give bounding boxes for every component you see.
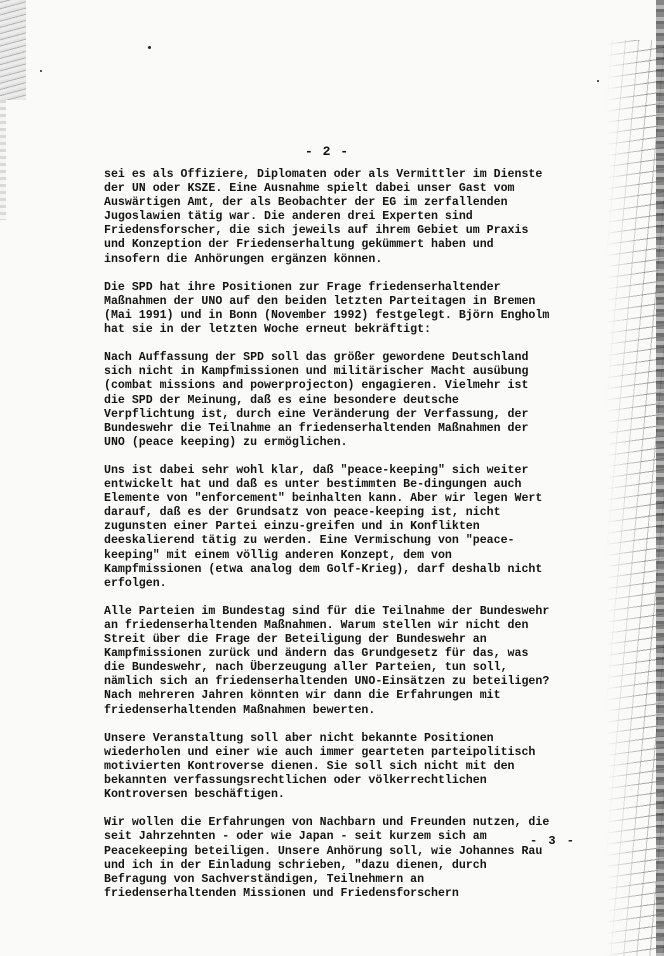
text-line: der UN oder KSZE. Eine Ausnahme spielt dabei unser Gast vom [104,182,515,196]
text-line: Uns ist dabei sehr wohl klar, daß "peace-keeping" sich weiter [104,463,529,477]
text-line: Verpflichtung ist, durch eine Veränderung der Verfassung, der [104,407,529,421]
text-line: motivierten Kontroverse dienen. Sie soll sich nicht mit den [104,759,515,773]
text-line: insofern die Anhörungen ergänzen können. [104,252,383,266]
text-line: sei es als Offiziere, Diplomaten oder als Vermittler im Dienste [104,168,543,181]
text-line: hat sie in der letzten Woche erneut bekräftigt: [104,323,431,337]
text-line: entwickelt hat und daß es unter bestimmten Be-dingungen auch [104,478,522,492]
paragraph [104,351,574,450]
paragraph [104,816,577,901]
text-line: Streit über die Frage der Beteiligung der Bundeswehr an [104,633,487,647]
text-line: Nach mehreren Jahren könnten wir dann die Erfahrungen mit [104,689,501,703]
paragraph [104,605,574,718]
text-line: seit Jahrzehnten - oder wie Japan - seit kurzem sich am [104,830,487,844]
text-line: UNO (peace keeping) zu ermöglichen. [104,435,348,449]
text-line: Nach Auffassung der SPD soll das größer gewordene Deutschland [104,351,529,365]
text-line: die SPD der Meinung, daß es eine besondere deutsche [104,393,459,407]
text-line: bekannten verfassungsrechtlichen oder völkerrechtlichen [104,774,487,788]
text-line: deeskalierend tätig zu werden. Eine Vermischung von "peace- [104,534,515,548]
paragraph [104,168,574,267]
scan-speck [40,70,42,72]
scan-speck [597,80,599,82]
text-line: nämlich sich an friedenserhaltenden UNO-Einsätzen zu beteiligen? [104,675,550,689]
text-line: erfolgen. [104,576,167,590]
paragraph [104,281,574,337]
text-line: friedenserhaltenden Missionen und Friedensforschern [104,886,459,900]
text-line: darauf, daß es der Grundsatz von peace-keeping ist, nicht [104,506,501,520]
next-page-marker: - 3 - [530,834,577,848]
text-line: keeping" mit einem völlig anderen Konzept, dem von [104,548,452,562]
text-line: sich nicht in Kampfmissionen und militärischer Macht ausübung [104,365,529,379]
text-line: (Mai 1991) und in Bonn (November 1992) festgelegt. Björn Engholm [104,308,550,322]
text-line: Maßnahmen der UNO auf den beiden letzten Parteitagen in Bremen [104,294,536,308]
text-line: und ich in der Einladung schrieben, "dazu dienen, durch [104,858,487,872]
text-line: an friedenserhaltenden Maßnahmen. Warum stellen wir nicht den [104,619,529,632]
text-line: friedenserhaltenden Maßnahmen bewerten. [104,703,376,717]
scan-edge-left [0,0,26,100]
text-line: die Bundeswehr, nach Überzeugung aller Parteien, tun soll, [104,661,508,675]
text-line: Unsere Veranstaltung soll aber nicht bekannte Positionen [104,731,494,745]
text-line: Befragung von Sachverständigen, Teilnehmern an [104,872,425,886]
text-line: Peacekeeping beteiligen. Unsere Anhörung soll, wie Johannes Rau [104,844,543,858]
scan-speck [148,46,151,49]
text-line: Wir wollen die Erfahrungen von Nachbarn und Freunden nutzen, die [104,816,550,830]
text-line: Kampfmissionen (etwa analog dem Golf-Krieg), darf deshalb nicht [104,562,543,576]
text-line: Jugoslawien tätig war. Die anderen drei Experten sind [104,210,473,224]
text-line: (combat missions and powerprojecton) engagieren. Vielmehr ist [104,379,529,393]
text-line: und Konzeption der Friedenserhaltung gekümmert haben und [104,238,494,252]
text-line: Auswärtigen Amt, der als Beobachter der EG im zerfallenden [104,196,508,210]
paragraph [104,732,574,802]
document-body [104,168,577,915]
scan-edge-right-border [656,0,664,956]
text-line: zugunsten einer Partei einzu-greifen und in Konflikten [104,520,480,534]
text-line: Die SPD hat ihre Positionen zur Frage friedenserhaltender [104,280,501,294]
paragraph [104,464,574,591]
page-number: - 2 - [305,144,350,159]
text-line: Friedensforscher, die sich jeweils auf ihrem Gebiet um Praxis [104,224,529,238]
text-line: Bundeswehr die Teilnahme an friedenserhaltenden Maßnahmen der [104,421,529,435]
text-line: Kampfmissionen zurück und ändern das Grundgesetz für das, was [104,647,529,661]
text-line: Kontroversen beschäftigen. [104,788,285,802]
text-line: Alle Parteien im Bundestag sind für die Teilnahme der Bundeswehr [104,604,550,618]
text-line: Elemente von "enforcement" beinhalten kann. Aber wir legen Wert [104,492,543,506]
text-line: wiederholen und einer wie auch immer gearteten parteipolitisch [104,745,536,759]
scan-edge-left-lower [0,100,6,220]
